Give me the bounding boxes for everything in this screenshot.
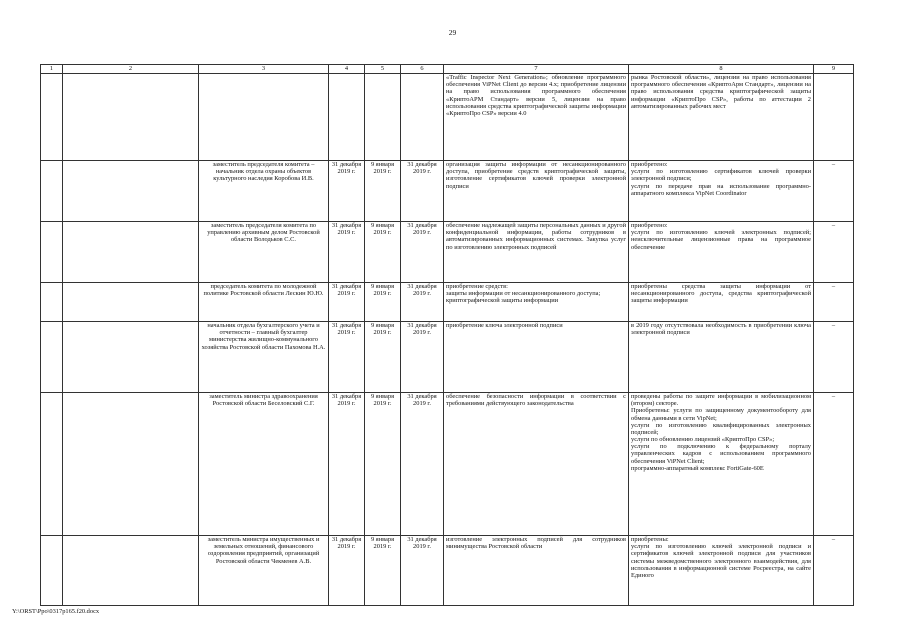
header-col-1: 1 [41,65,63,74]
cell-start-date: 9 января 2019 г. [365,322,401,393]
header-col-6: 6 [401,65,444,74]
cell-results: приобретены средства защиты информации от несанкционированного доступа, средства криптографической защиты информации [629,283,814,322]
cell-official: заместитель председателя комитета по управлению архивным делом Ростовской области Володьков С.С. [199,222,329,283]
header-col-4: 4 [329,65,365,74]
header-col-8: 8 [629,65,814,74]
cell-planned-measures: приобретение средств: защиты информации от несанкционированного доступа; криптографической защиты информации [444,283,629,322]
cell-end-date: 31 декабря 2019 г. [401,393,444,536]
cell-col-2 [63,161,199,222]
cell-deadline: 31 декабря 2019 г. [329,283,365,322]
cell-col-1 [41,393,63,536]
header-col-3: 3 [199,65,329,74]
header-col-9: 9 [814,65,854,74]
cell-col-2 [63,74,199,161]
cell-results: приобретено: услуги по изготовлению ключей электронных подписей; неисключительные лицензионные права на программное обеспечение [629,222,814,283]
header-col-2: 2 [63,65,199,74]
report-table [40,64,854,606]
cell-planned-measures: обеспечение безопасности информации в соответствии с требованиями действующего законодательства [444,393,629,536]
document-path: Y:\ORST\Ppo\0317p165.f20.docx [12,608,100,615]
cell-official [199,74,329,161]
cell-end-date: 31 декабря 2019 г. [401,322,444,393]
cell-results: приобретено: услуги по изготовлению сертификатов ключей проверки электронной подписи; услуги по передаче прав на использование программно-аппаратного комплекса VipNet Coordinator [629,161,814,222]
table-row [41,536,854,606]
cell-deadline: 31 декабря 2019 г. [329,322,365,393]
cell-col-1 [41,161,63,222]
cell-col-2 [63,222,199,283]
cell-official: заместитель министра имущественных и земельных отношений, финансового оздоровления предприятий, организаций Ростовской области Чекменев А.В. [199,536,329,606]
table-row [41,74,854,161]
table-row [41,283,854,322]
cell-note: – [814,283,854,322]
cell-official: начальник отдела бухгалтерского учета и отчетности – главный бухгалтер министерства жилищно-коммунального хозяйства Ростовской области Пахомова Н.А. [199,322,329,393]
header-col-5: 5 [365,65,401,74]
cell-col-2 [63,322,199,393]
cell-note: – [814,393,854,536]
cell-end-date [401,74,444,161]
table-row [41,161,854,222]
cell-start-date: 9 января 2019 г. [365,393,401,536]
cell-planned-measures: организация защиты информации от несанкционированного доступа, приобретение средств криптографической защиты, изготовление сертификатов ключей проверки электронной подписи [444,161,629,222]
cell-results: рынка Ростовской области», лицензии на право использования программного обеспечения «КриптоАрм Стандарт», лицензии на право использования средства криптографической защиты информации «КриптоПро CSP», работы по аттестации 2 автоматизированных рабочих мест [629,74,814,161]
cell-col-1 [41,222,63,283]
cell-results: в 2019 году отсутствовала необходимость в приобретении ключа электронной подписи [629,322,814,393]
cell-col-2 [63,283,199,322]
header-col-7: 7 [444,65,629,74]
cell-official: заместитель министра здравоохранения Ростовской области Беселовский С.Г. [199,393,329,536]
cell-col-1 [41,74,63,161]
cell-planned-measures: изготовление электронных подписей для сотрудников минимущества Ростовской области [444,536,629,606]
cell-planned-measures: приобретение ключа электронной подписи [444,322,629,393]
table-row [41,222,854,283]
cell-col-1 [41,283,63,322]
cell-results: приобретены: услуги по изготовлению ключей электронной подписи и сертификатов ключей электронной подписи для участников системы межведомственного электронного взаимодействия, для использования в информационной системе Росреестра, на сайте Единого [629,536,814,606]
cell-planned-measures: обеспечение надлежащей защиты персональных данных и другой конфиденциальной информации, работы сотрудников в автоматизированных информационных системах. Закупка услуг по изготовлению электронных подписей [444,222,629,283]
cell-official: председатель комитета по молодежной политике Ростовской области Лескин Ю.Ю. [199,283,329,322]
cell-planned-measures: «Traffic Inspector Next Generation»; обновление программного обеспечения ViPNet Client до версии 4.х; приобретение лицензии на право использования программного обеспечения «КриптоАРМ Стандарт» версии 5, лицензии на право использования средства криптографической защиты информации «КриптоПро CSP» версии 4.0 [444,74,629,161]
cell-note: – [814,536,854,606]
cell-start-date: 9 января 2019 г. [365,283,401,322]
cell-col-1 [41,322,63,393]
header-row [41,65,854,74]
cell-col-2 [63,536,199,606]
cell-start-date: 9 января 2019 г. [365,222,401,283]
cell-deadline: 31 декабря 2019 г. [329,536,365,606]
cell-end-date: 31 декабря 2019 г. [401,283,444,322]
cell-deadline: 31 декабря 2019 г. [329,222,365,283]
cell-col-2 [63,393,199,536]
cell-end-date: 31 декабря 2019 г. [401,161,444,222]
cell-deadline: 31 декабря 2019 г. [329,393,365,536]
cell-note: – [814,222,854,283]
cell-note: – [814,161,854,222]
cell-note: – [814,322,854,393]
cell-deadline: 31 декабря 2019 г. [329,161,365,222]
cell-official: заместитель председателя комитета – начальник отдела охраны объектов культурного наследия Коробова И.В. [199,161,329,222]
cell-col-1 [41,536,63,606]
table-row [41,322,854,393]
cell-end-date: 31 декабря 2019 г. [401,536,444,606]
cell-deadline [329,74,365,161]
cell-start-date: 9 января 2019 г. [365,161,401,222]
page-number: 29 [448,28,457,37]
cell-results: проведены работы по защите информации в мобилизационном (втором) секторе. Приобретены: услуги по защищенному документообороту для обмена данными в сети VipNet; услуги по изготовлению квалифицированных электронных подписей; услуги по обновлению лицензий «КриптоПро CSP»; услуги по подключению к федеральному порталу управленческих кадров с использованием программного обеспечения ViPNet Client; программно-аппаратный комплекс FortiGate-60E [629,393,814,536]
cell-start-date: 9 января 2019 г. [365,536,401,606]
cell-start-date [365,74,401,161]
cell-end-date: 31 декабря 2019 г. [401,222,444,283]
table-row [41,393,854,536]
cell-note [814,74,854,161]
